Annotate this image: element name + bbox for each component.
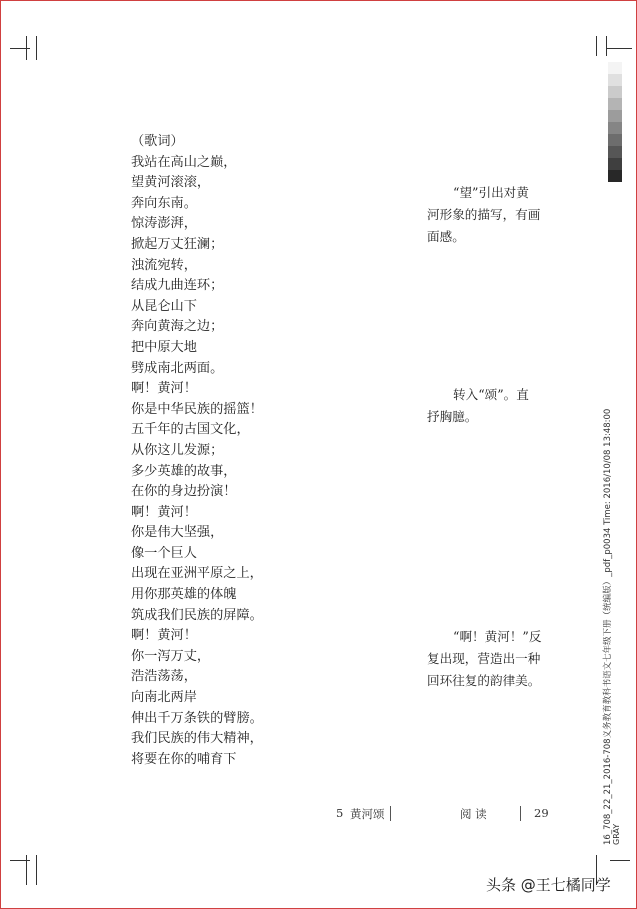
poem-line: 浊流宛转， <box>131 257 197 273</box>
note-line: 复出现，营造出一种 <box>427 651 541 666</box>
page-number: 29 <box>534 806 549 820</box>
poem-line: 掀起万丈狂澜； <box>131 236 224 252</box>
poem-line: 惊涛澎湃， <box>131 216 197 232</box>
crop-mark <box>606 48 632 49</box>
poem-line: 五千年的古国文化， <box>131 422 250 438</box>
footer-divider <box>390 806 391 821</box>
crop-mark <box>610 860 630 861</box>
poem-line: 我们民族的伟大精神， <box>131 731 263 747</box>
crop-mark <box>26 855 27 885</box>
note-line: “啊！黄河！”反 <box>453 629 542 644</box>
poem-line: 你是中华民族的摇篮！ <box>131 401 263 417</box>
grayscale-swatch <box>608 158 622 170</box>
poem-line: 像一个巨人 <box>131 545 197 561</box>
crop-mark <box>10 860 30 861</box>
footer-divider <box>520 806 521 821</box>
poem-line: 我站在高山之巅， <box>131 154 237 170</box>
poem-line: 从你这儿发源； <box>131 442 224 458</box>
poem-line: 你是伟大坚强， <box>131 525 224 541</box>
poem-line: 劈成南北两面。 <box>131 360 224 376</box>
poem-text <box>131 132 381 770</box>
grayscale-swatch <box>608 86 622 98</box>
poem-line: 出现在亚洲平原之上， <box>131 566 263 582</box>
note-line: 回环往复的韵律美。 <box>427 673 541 688</box>
grayscale-swatch <box>608 74 622 86</box>
crop-mark <box>606 36 607 56</box>
poem-line: 奔向黄海之边； <box>131 319 224 335</box>
poem-line: 啊！黄河！ <box>131 381 197 397</box>
poem-line: 望黄河滚滚， <box>131 175 211 191</box>
grayscale-swatch <box>608 122 622 134</box>
grayscale-swatch <box>608 110 622 122</box>
poem-line: 多少英雄的故事， <box>131 463 237 479</box>
note-line: 河形象的描写，有画 <box>427 207 541 222</box>
poem-line: 伸出千万条铁的臂膀。 <box>131 710 263 726</box>
note-line: 抒胸臆。 <box>427 409 478 424</box>
crop-mark <box>26 36 27 60</box>
margin-note-2 <box>427 384 552 428</box>
grayscale-swatch <box>608 134 622 146</box>
poem-line: （歌词） <box>131 134 184 149</box>
crop-mark <box>36 36 37 60</box>
poem-line: 啊！黄河！ <box>131 504 197 520</box>
grayscale-swatch <box>608 98 622 110</box>
crop-mark <box>10 48 30 49</box>
section-label: 阅 读 <box>460 807 487 821</box>
print-info: 16_708_22_21_2016-708义务教育教科书语文七年级下册（统编版）_pdf_p0034 Time: 2016/10/08 13:48:00 <box>603 408 613 845</box>
poem-line: 把中原大地 <box>131 339 197 355</box>
grayscale-calibration-strip <box>608 62 622 182</box>
note-line: 转入“颂”。直 <box>453 387 529 402</box>
poem-line: 啊！黄河！ <box>131 628 197 644</box>
watermark: 头条 @王七橘同学 <box>486 876 611 894</box>
grayscale-swatch <box>608 170 622 182</box>
lesson-number: 5 <box>336 806 344 820</box>
poem-line: 将要在你的哺育下 <box>131 751 237 767</box>
note-line: 面感。 <box>427 229 465 244</box>
poem-line: 从昆仑山下 <box>131 298 197 314</box>
poem-line: 用你那英雄的体魄 <box>131 587 237 603</box>
poem-line: 结成九曲连环； <box>131 278 224 294</box>
poem-line: 浩浩荡荡， <box>131 669 197 685</box>
poem-line: 向南北两岸 <box>131 690 197 706</box>
margin-note-1 <box>427 182 552 248</box>
poem-line: 奔向东南。 <box>131 195 197 211</box>
margin-note-3 <box>427 626 552 692</box>
note-line: “望”引出对黄 <box>453 185 529 200</box>
crop-mark <box>36 855 37 885</box>
crop-mark <box>596 36 597 56</box>
poem-line: 在你的身边扮演！ <box>131 484 237 500</box>
grayscale-swatch <box>608 62 622 74</box>
grayscale-swatch <box>608 146 622 158</box>
lesson-title: 黄河颂 <box>350 807 385 821</box>
poem-line: 筑成我们民族的屏障。 <box>131 607 263 623</box>
print-gray-label: GRAY <box>612 823 621 845</box>
poem-line: 你一泻万丈， <box>131 648 211 664</box>
